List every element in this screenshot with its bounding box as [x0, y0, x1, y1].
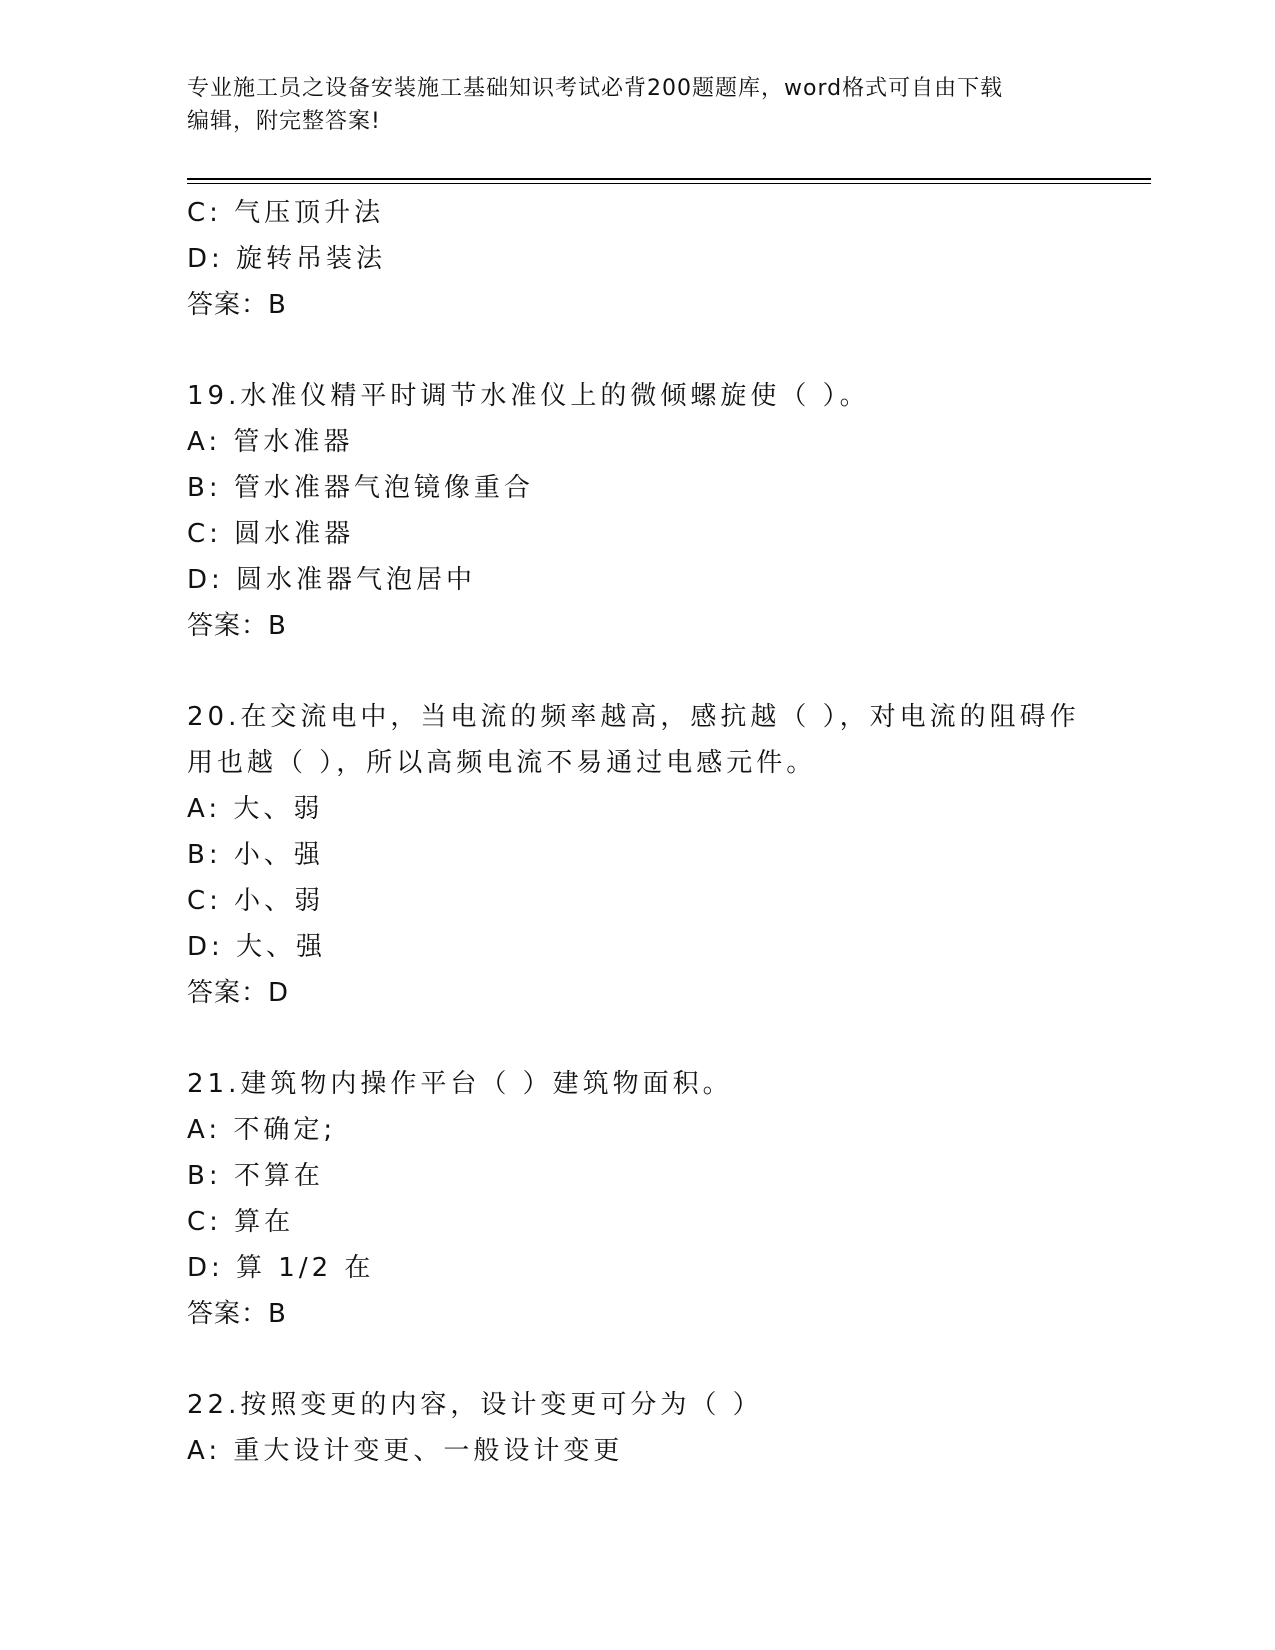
header-title-line-1: 专业施工员之设备安装施工基础知识考试必背200题题库，word格式可自由下载 — [187, 76, 1004, 101]
spacer — [187, 328, 1087, 373]
option-d: D: 算 1/2 在 — [187, 1253, 375, 1283]
question-text: 22.按照变更的内容，设计变更可分为（ ） — [187, 1390, 763, 1420]
option-a: A: 不确定; — [187, 1115, 337, 1145]
answer-line: 答案：B — [187, 290, 287, 320]
header-rule-thick — [187, 178, 1151, 180]
option-a: A: 大、弱 — [187, 794, 324, 824]
question-19 — [187, 373, 1087, 649]
question-text-line-1: 20.在交流电中，当电流的频率越高，感抗越（ ），对电流的阻碍作 — [187, 702, 1080, 732]
option-c: C: 气压顶升法 — [187, 198, 385, 228]
answer-line: 答案：B — [187, 1299, 287, 1329]
option-d: D: 旋转吊装法 — [187, 244, 387, 274]
option-c: C: 算在 — [187, 1207, 295, 1237]
option-b: B: 不算在 — [187, 1161, 324, 1191]
question-21 — [187, 1061, 1087, 1337]
header-rule-thin — [187, 183, 1151, 184]
option-b: B: 管水准器气泡镜像重合 — [187, 473, 534, 503]
option-c: C: 圆水准器 — [187, 519, 355, 549]
question-list — [187, 190, 1087, 1474]
option-a: A: 重大设计变更、一般设计变更 — [187, 1436, 624, 1466]
option-b: B: 小、强 — [187, 840, 324, 870]
option-c: C: 小、弱 — [187, 886, 325, 916]
question-18 — [187, 190, 1087, 328]
option-d: D: 圆水准器气泡居中 — [187, 565, 477, 595]
question-text: 21.建筑物内操作平台（ ）建筑物面积。 — [187, 1069, 733, 1099]
spacer — [187, 649, 1087, 694]
answer-line: 答案：B — [187, 611, 287, 641]
question-22 — [187, 1382, 1087, 1474]
answer-line: 答案：D — [187, 978, 290, 1008]
question-text: 19.水准仪精平时调节水准仪上的微倾螺旋使（ ）。 — [187, 381, 870, 411]
option-a: A: 管水准器 — [187, 427, 354, 457]
question-text-line-2: 用也越（ ），所以高频电流不易通过电感元件。 — [187, 748, 817, 778]
spacer — [187, 1337, 1087, 1382]
question-20 — [187, 694, 1087, 1016]
header-title-line-2: 编辑，附完整答案! — [187, 109, 381, 134]
spacer — [187, 1016, 1087, 1061]
option-d: D: 大、强 — [187, 932, 327, 962]
document-header — [187, 72, 1067, 138]
